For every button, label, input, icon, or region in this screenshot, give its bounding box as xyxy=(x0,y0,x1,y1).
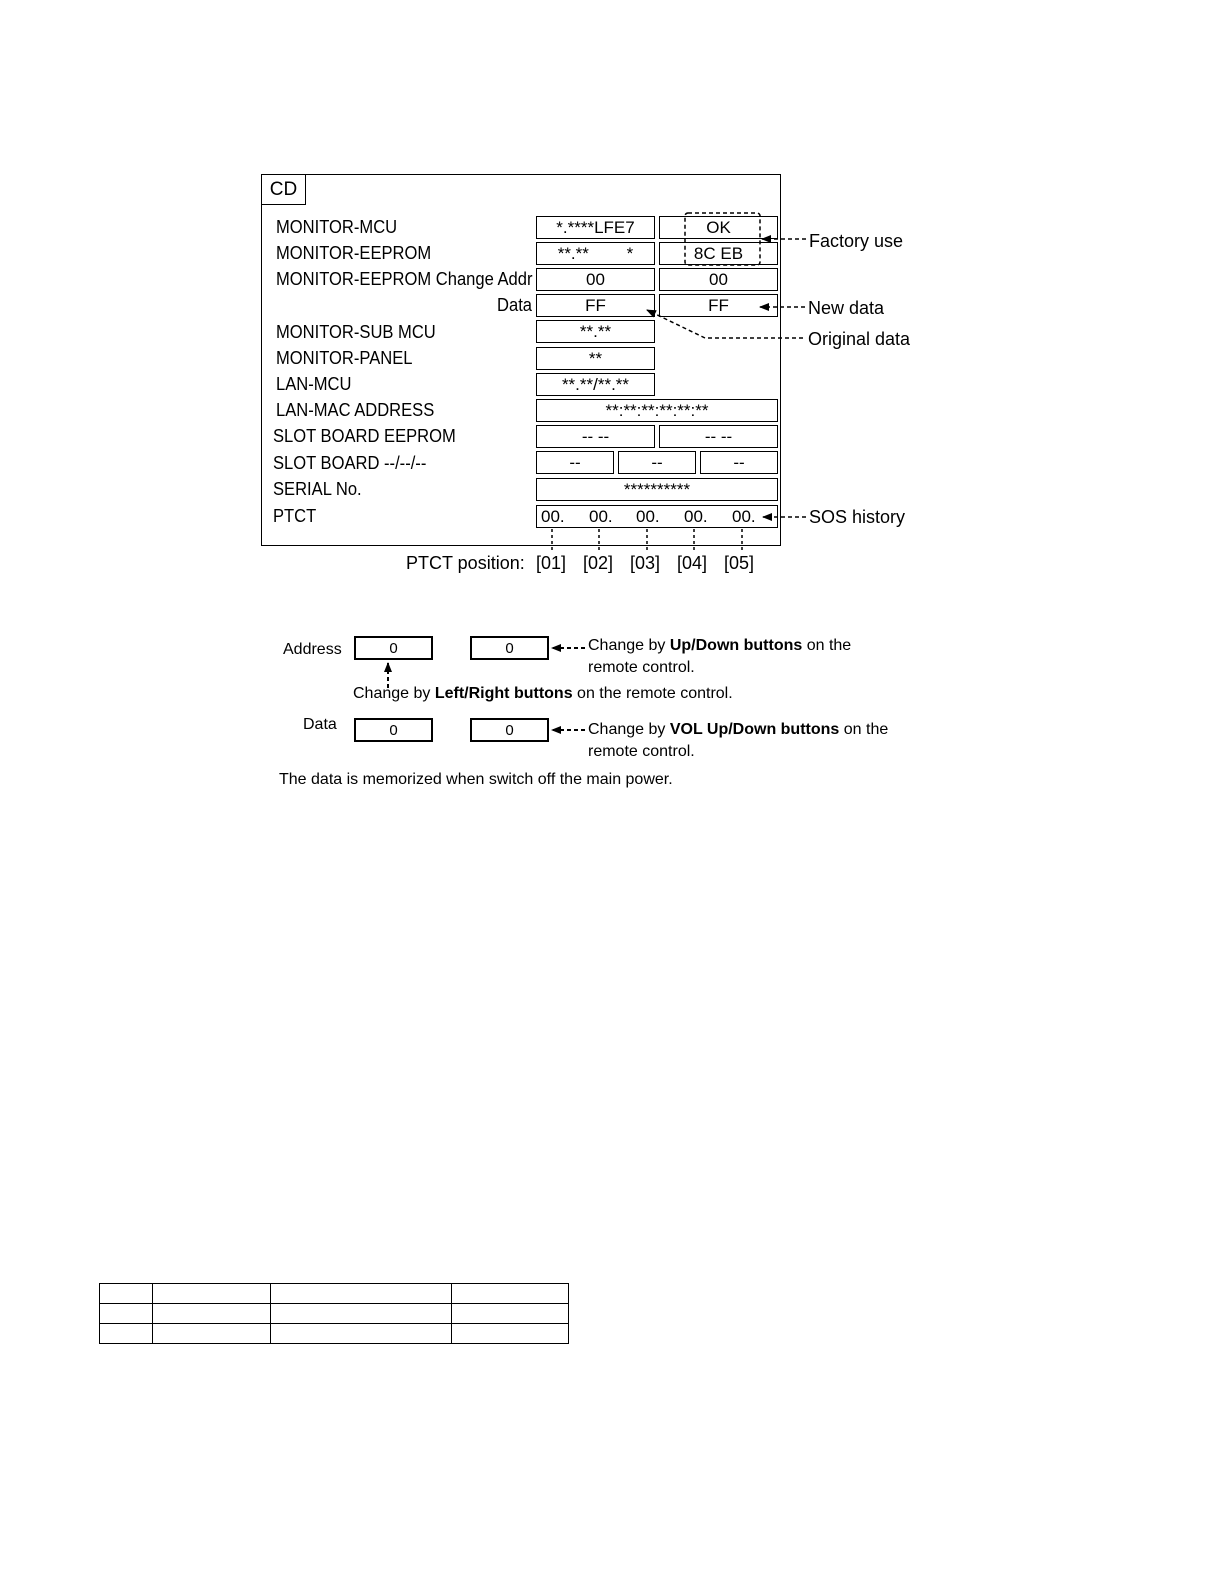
value-monitor-panel: ** xyxy=(536,347,655,370)
leftright-prefix: Change by xyxy=(353,685,435,702)
row-label-monitor-mcu: MONITOR-MCU xyxy=(276,217,398,237)
ptct-position-05: [05] xyxy=(724,553,755,573)
value-slot-board-eeprom-2: -- -- xyxy=(659,425,778,448)
value-monitor-mcu: *.****LFE7 xyxy=(536,216,655,239)
row-label-lan-mac-address: LAN-MAC ADDRESS xyxy=(276,400,435,420)
ptct-position-02: [02] xyxy=(583,553,614,573)
memorized-note: The data is memorized when switch off the main power. xyxy=(279,771,673,788)
updown-suffix: on the xyxy=(802,637,852,654)
ptct-value-02: 00. xyxy=(589,507,613,526)
factory-use-dashed-box xyxy=(685,213,760,265)
row-label-eeprom-change-addr: MONITOR-EEPROM Change Addr xyxy=(276,269,533,289)
updown-bold: Up/Down buttons xyxy=(669,637,803,654)
ptct-position-01: [01] xyxy=(536,553,567,573)
data-box-right: 0 xyxy=(470,718,549,742)
vol-prefix: Change by xyxy=(588,721,670,738)
value-slot-board-date-3: -- xyxy=(700,451,778,474)
leftright-bold: Left/Right buttons xyxy=(434,685,573,702)
value-data-original: FF xyxy=(536,294,655,317)
row-label-slot-board-eeprom: SLOT BOARD EEPROM xyxy=(273,426,456,446)
value-lan-mac-address: **:**:**:**:**:** xyxy=(536,399,778,422)
value-slot-board-date-2: -- xyxy=(618,451,696,474)
vol-bold: VOL Up/Down buttons xyxy=(669,721,840,738)
value-data-new: FF xyxy=(659,294,778,317)
remote-control-text-1: remote control. xyxy=(588,659,695,676)
address-label: Address xyxy=(283,641,342,658)
remote-control-text-2: remote control. xyxy=(588,743,695,760)
original-data-arrow xyxy=(647,310,803,338)
ptct-position-03: [03] xyxy=(630,553,661,573)
row-label-data: Data xyxy=(497,295,532,315)
value-slot-board-date-1: -- xyxy=(536,451,614,474)
ptct-position-04: [04] xyxy=(677,553,708,573)
row-label-monitor-sub-mcu: MONITOR-SUB MCU xyxy=(276,322,436,342)
row-label-serial-no: SERIAL No. xyxy=(273,479,362,499)
value-lan-mcu: **.**/**.** xyxy=(536,373,655,396)
annotation-original-data: Original data xyxy=(808,329,911,349)
address-box-right: 0 xyxy=(470,636,549,660)
annotation-factory-use: Factory use xyxy=(809,231,904,251)
updown-prefix: Change by xyxy=(588,637,670,654)
vol-suffix: on the xyxy=(839,721,889,738)
ptct-value-03: 00. xyxy=(636,507,660,526)
annotation-new-data: New data xyxy=(808,298,885,318)
row-label-lan-mcu: LAN-MCU xyxy=(276,374,352,394)
row-label-slot-board-date: SLOT BOARD --/--/-- xyxy=(273,453,427,473)
value-monitor-mcu-status: OK xyxy=(659,216,778,239)
annotation-sos-history: SOS history xyxy=(809,507,906,527)
cd-tab: CD xyxy=(261,174,306,205)
row-label-monitor-panel: MONITOR-PANEL xyxy=(276,348,413,368)
ptct-value-01: 00. xyxy=(541,507,565,526)
value-change-addr-new: 00 xyxy=(659,268,778,291)
leftright-suffix: on the remote control. xyxy=(572,685,733,702)
ptct-value-04: 00. xyxy=(684,507,708,526)
ptct-value-05: 00. xyxy=(732,507,756,526)
row-label-ptct: PTCT xyxy=(273,506,317,526)
value-monitor-eeprom-checksum: 8C EB xyxy=(659,242,778,265)
value-slot-board-eeprom-1: -- -- xyxy=(536,425,655,448)
value-monitor-eeprom: **.** * xyxy=(536,242,655,265)
row-label-monitor-eeprom: MONITOR-EEPROM xyxy=(276,243,432,263)
ptct-position-label: PTCT position: xyxy=(406,553,525,573)
value-change-addr-original: 00 xyxy=(536,268,655,291)
value-monitor-sub-mcu: **.** xyxy=(536,320,655,343)
address-box-left: 0 xyxy=(354,636,433,660)
data-box-left: 0 xyxy=(354,718,433,742)
value-serial-no: ********** xyxy=(536,478,778,501)
data-label: Data xyxy=(303,716,337,733)
